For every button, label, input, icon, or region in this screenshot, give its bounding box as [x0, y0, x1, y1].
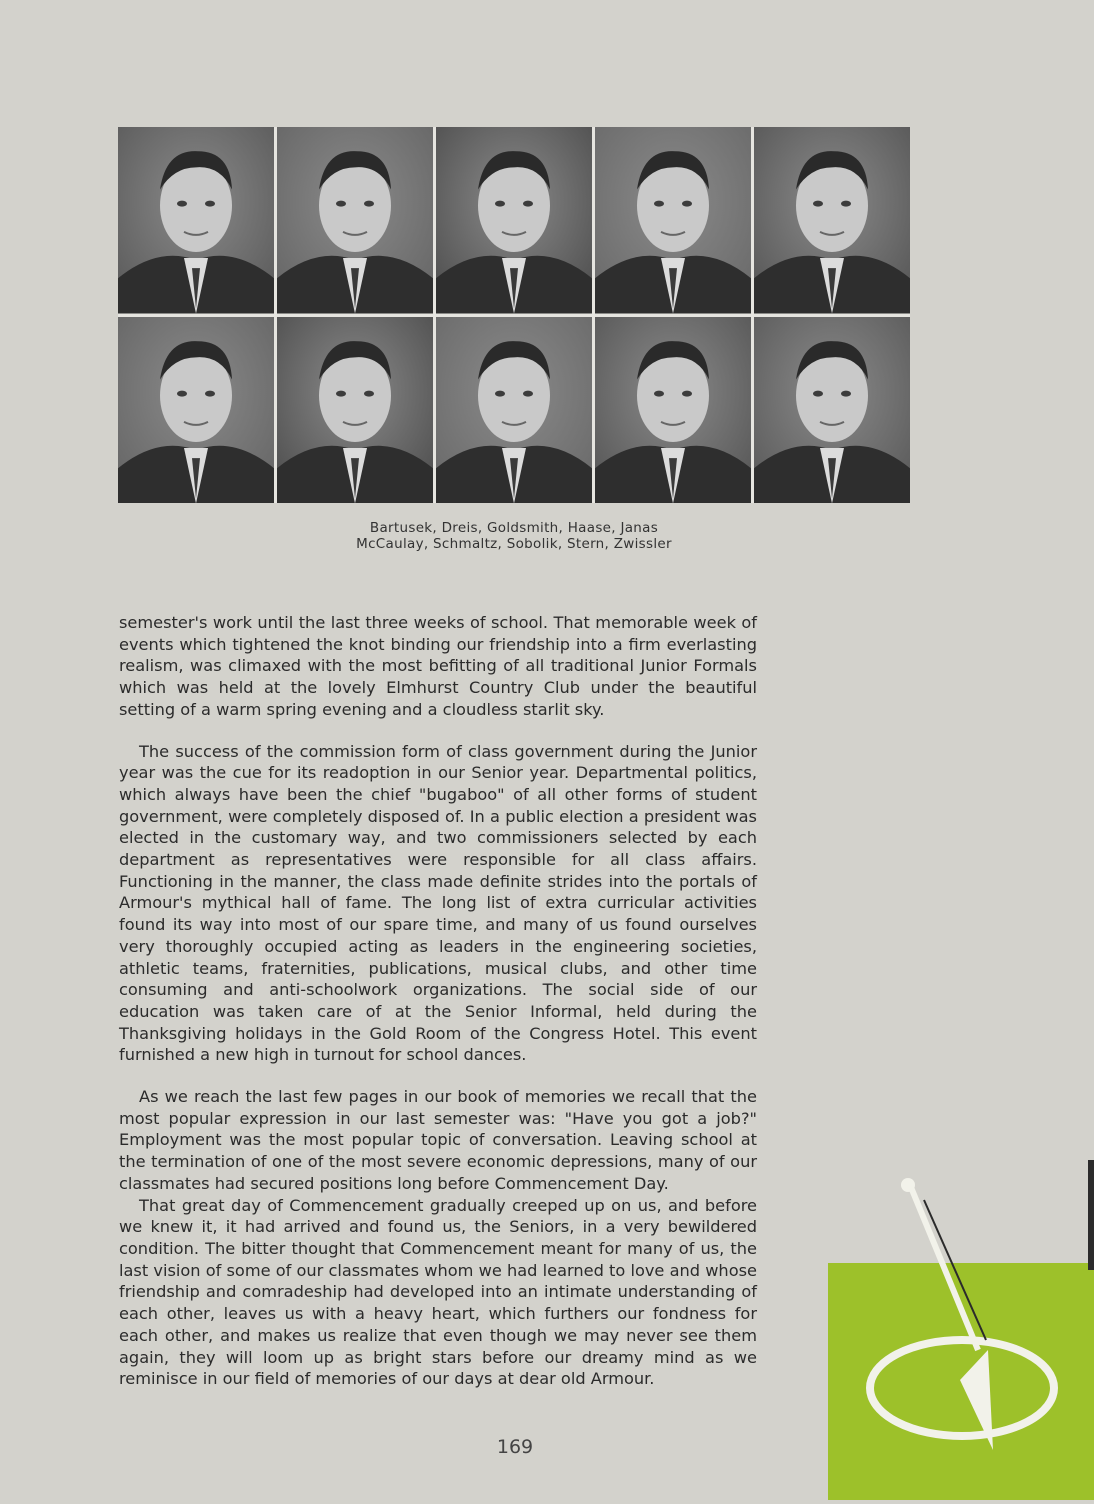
- portrait-schmaltz: [277, 317, 433, 504]
- paragraph-4: That great day of Commencement gradually creeped up on us, and before we knew it, it had arrived and found us, the Seniors, in a very bewildered condition. The bitter thought that Commencement meant for many of us, the last vision of some of our classmates whom we had learned to love and whose friendship and comradeship had developed into an intimate understanding of each other, leaves us with a heavy heart, which furthers our fondness for each other, and makes us realize that even though we may never see them again, they will loom up as bright stars before our dreamy mind as we reminisce in our field of memories of our days at dear old Armour.: [119, 1195, 757, 1389]
- portrait-zwissler: [754, 317, 910, 504]
- paragraph-1: semester's work until the last three weeks of school. That memorable week of events which tightened the knot binding our friendship into a firm everlasting realism, was climaxed with the most befitting of all traditional Junior Formals which was held at the lovely Elmhurst Country Club under the beautiful setting of a warm spring evening and a cloudless starlit sky.: [119, 613, 757, 719]
- portrait-janas: [754, 127, 910, 314]
- portrait-grid: [118, 127, 910, 503]
- portrait-goldsmith: [436, 127, 592, 314]
- portrait-bartusek: [118, 127, 274, 314]
- portrait-mccaulay: [118, 317, 274, 504]
- paragraph-3: As we reach the last few pages in our book of memories we recall that the most popular expression in our last semester was: "Have you got a job?" Employment was the most popular topic of conversation. Leaving school at the termination of one of the most severe economic depressions, many of our classmates had secured positions long before Commencement Day.: [119, 1087, 757, 1193]
- portrait-dreis: [277, 127, 433, 314]
- caption-line-2: McCaulay, Schmaltz, Sobolik, Stern, Zwissler: [356, 536, 672, 552]
- green-emblem-decoration: [828, 1160, 1094, 1500]
- portrait-haase: [595, 127, 751, 314]
- paragraph-2: The success of the commission form of class government during the Junior year was the cue for its readoption in our Senior year. Departmental politics, which always have been the chief "bugaboo" of all other forms of student government, were completely disposed of. In a public election a president was elected in the customary way, and two commissioners selected by each department as representatives were responsible for all class affairs. Functioning in the manner, the class made definite strides into the portals of Armour's mythical hall of fame. The long list of extra curricular activities found its way into most of our spare time, and many of us found ourselves very thoroughly occupied acting as leaders in the engineering societies, athletic teams, fraternities, publications, musical clubs, and other time consuming and anti-schoolwork organizations. The social side of our education was taken care of at the Senior Informal, held during the Thanksgiving holidays in the Gold Room of the Congress Hotel. This event furnished a new high in turnout for school dances.: [119, 741, 757, 1065]
- caption-line-1: Bartusek, Dreis, Goldsmith, Haase, Janas: [369, 520, 659, 536]
- photo-caption: [118, 520, 910, 552]
- portrait-sobolik: [436, 317, 592, 504]
- article-body: [119, 612, 757, 1390]
- portrait-stern: [595, 317, 751, 504]
- page-number: 169: [496, 1436, 534, 1458]
